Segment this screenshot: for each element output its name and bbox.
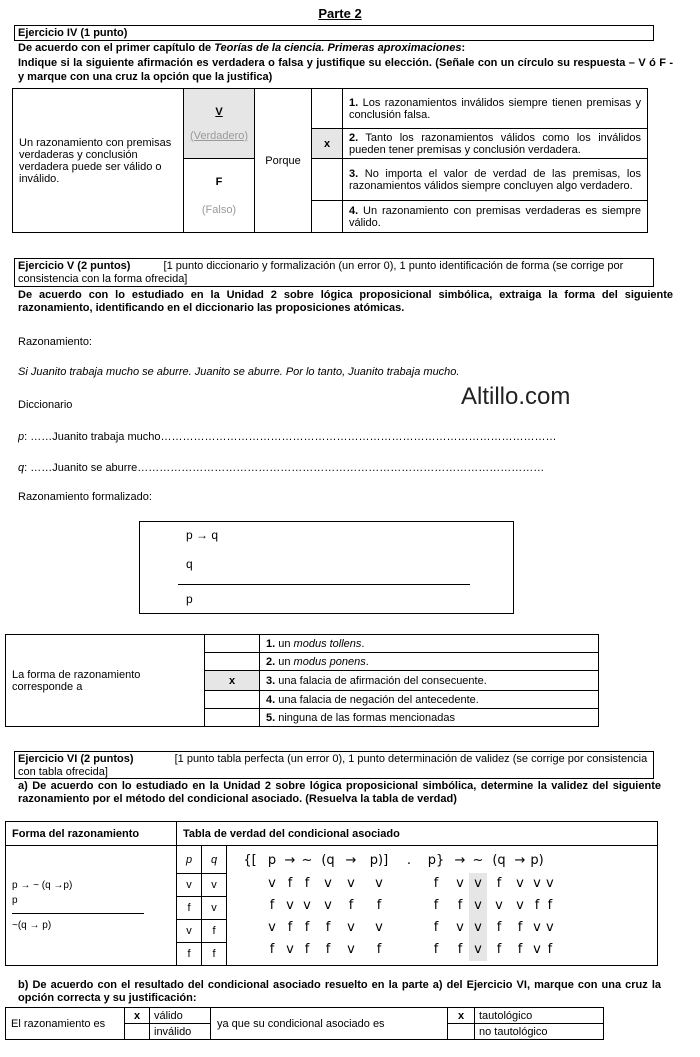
forma-mark-4[interactable] <box>205 691 260 709</box>
truth-cell <box>237 917 263 939</box>
watermark: Altillo.com <box>461 383 571 410</box>
no-tautologico-mark[interactable] <box>448 1024 475 1040</box>
formula-token: p} <box>427 853 445 868</box>
truth-cell: v <box>469 917 487 939</box>
formula-token: → <box>345 853 357 868</box>
truth-row-2 <box>237 895 555 917</box>
dict-entry-q: q: ……Juanito se aburre………………………………………………………………………………………………… <box>18 462 545 474</box>
ex4-option-2: 2. Tanto los razonamientos válidos como los inválidos pueden tener premisas y conclusión verdadera. <box>343 129 648 159</box>
truth-cell: v <box>469 873 487 895</box>
valido-mark[interactable]: x <box>125 1008 150 1024</box>
formula-token: (q <box>492 853 506 868</box>
formula-token: p) <box>530 853 544 868</box>
valido-option: válido <box>150 1008 211 1024</box>
truth-cell: f <box>325 920 331 935</box>
truth-row-4 <box>237 939 555 961</box>
truth-cell: f <box>457 898 463 913</box>
truth-cell <box>397 895 421 917</box>
ex4-mark-1[interactable] <box>312 89 343 129</box>
truth-cell: f <box>433 898 439 913</box>
truth-cell: v <box>303 898 311 913</box>
ex4-option-3: 3. No importa el valor de verdad de las premisas, los razonamientos válidos siempre concluyen algo verdadero. <box>343 159 648 201</box>
ex4-porque: Porque <box>255 89 312 233</box>
page-title: Parte 2 <box>318 6 362 21</box>
row2-q: v <box>202 897 227 920</box>
truth-cell: v <box>347 942 355 957</box>
ex4-table <box>12 88 648 233</box>
razonamiento-label: Razonamiento: <box>18 336 92 348</box>
formula-token: . <box>406 853 412 868</box>
f-word: (Falso) <box>201 203 237 216</box>
truth-cell: v <box>347 920 355 935</box>
v-word: (Verdadero) <box>189 129 249 142</box>
forma-mark-1[interactable] <box>205 635 260 653</box>
no-tautologico-option: no tautológico <box>475 1024 604 1040</box>
ex6-instruction-a: a) De acuerdo con lo estudiado en la Unidad 2 sobre lógica proposicional simbólica, determine la validez del siguiente razonamiento por el método del condicional asociado. (Resuelva la tabla de verdad) <box>18 780 661 805</box>
reasoning-form <box>6 846 177 966</box>
truth-cell: f <box>376 898 382 913</box>
validity-table <box>5 1007 604 1040</box>
ex4-title: Ejercicio IV (1 punto) <box>14 25 654 41</box>
truth-cell: f <box>269 942 275 957</box>
truth-cell <box>397 939 421 961</box>
truth-cell: v <box>324 898 332 913</box>
dict-entry-p: p: ……Juanito trabaja mucho……………………………………………………………………………………………… <box>18 431 557 443</box>
v-letter: V <box>215 105 223 118</box>
tautologico-option: tautológico <box>475 1008 604 1024</box>
ex6-instruction-b: b) De acuerdo con el resultado del condicional asociado resuelto en la parte a) del Ejercicio VI, marque con una cruz la opción correcta y su justificación: <box>18 979 661 1004</box>
truth-cell: f <box>304 942 310 957</box>
truth-cell <box>237 873 263 895</box>
truth-cell: v <box>286 898 294 913</box>
forma-label: La forma de razonamiento corresponde a <box>6 635 205 727</box>
premise-2: q <box>186 557 193 571</box>
truth-cell: v <box>546 920 554 935</box>
formula-token: (q <box>321 853 335 868</box>
truth-cell: v <box>456 920 464 935</box>
ex5-criteria: [1 punto diccionario y formalización (un error 0), 1 punto identificación de forma (se corrige por consistencia con la forma ofrecida] <box>18 260 624 285</box>
formula-token: p)] <box>369 853 389 868</box>
truth-grid-table <box>237 849 555 961</box>
formula-token: {[ <box>243 853 257 868</box>
truth-cell: v <box>546 876 554 891</box>
truth-cell: f <box>304 920 310 935</box>
truth-cell: f <box>269 898 275 913</box>
ex4-statement: Un razonamiento con premisas verdaderas y conclusión verdadera puede ser válido o inválido. <box>13 89 184 233</box>
conclusion: p <box>186 592 193 606</box>
truth-cell: f <box>547 898 553 913</box>
truth-cell: v <box>456 876 464 891</box>
truth-cell: v <box>268 876 276 891</box>
row2-p: f <box>177 897 202 920</box>
forma-option-3: 3. una falacia de afirmación del consecuente. <box>260 671 599 691</box>
truth-cell <box>237 939 263 961</box>
truth-grid <box>227 846 658 966</box>
ex5-title-box <box>14 258 654 287</box>
truth-cell: v <box>495 898 503 913</box>
ex4-option-f[interactable] <box>184 159 255 233</box>
row4-p: f <box>177 943 202 966</box>
row3-p: v <box>177 920 202 943</box>
truth-cell: v <box>375 876 383 891</box>
truth-row-1 <box>237 873 555 895</box>
formula-token: → <box>454 853 466 868</box>
truth-cell: f <box>534 898 540 913</box>
formalizado-label: Razonamiento formalizado: <box>18 491 152 503</box>
truth-cell: v <box>469 895 487 917</box>
conclusion-line <box>178 584 470 585</box>
truth-cell: f <box>287 920 293 935</box>
truth-cell: f <box>433 876 439 891</box>
truth-cell: f <box>496 920 502 935</box>
col-forma-header: Forma del razonamiento <box>6 822 177 846</box>
forma-option-4: 4. una falacia de negación del antecedente. <box>260 691 599 709</box>
truth-cell: v <box>516 898 524 913</box>
formalized-box <box>139 521 514 614</box>
ex4-instruction-1: De acuerdo con el primer capítulo de Teorías de la ciencia. Primeras aproximaciones: <box>18 42 466 54</box>
truth-cell: f <box>496 876 502 891</box>
ex4-mark-4[interactable] <box>312 201 343 233</box>
truth-cell: f <box>376 942 382 957</box>
truth-cell: v <box>324 876 332 891</box>
forma-mark-3[interactable]: x <box>205 671 260 691</box>
ex6-title-box <box>14 751 654 779</box>
form-line <box>12 913 144 914</box>
truth-cell: f <box>325 942 331 957</box>
truth-cell: v <box>533 920 541 935</box>
ex4-option-1: 1. Los razonamientos inválidos siempre tienen premisas y conclusión falsa. <box>343 89 648 129</box>
truth-table <box>5 821 658 966</box>
ex5-title: Ejercicio V (2 puntos) <box>18 260 131 272</box>
ex4-instruction-2: Indique si la siguiente afirmación es verdadera o falsa y justifique su elección. (Señale con un círculo su respuesta – V ó F - y marque con una cruz la opción que la justifica) <box>18 57 673 83</box>
form-conclusion: ~(q → p) <box>12 920 52 931</box>
truth-cell: f <box>496 942 502 957</box>
truth-cell: v <box>375 920 383 935</box>
truth-cell: f <box>517 942 523 957</box>
truth-cell: v <box>469 939 487 961</box>
truth-cell: v <box>268 920 276 935</box>
forma-mark-5[interactable] <box>205 709 260 727</box>
truth-cell: f <box>304 876 310 891</box>
truth-cell <box>237 895 263 917</box>
truth-cell: v <box>533 942 541 957</box>
f-letter: F <box>215 175 223 188</box>
formula-row <box>237 849 555 873</box>
truth-cell: v <box>286 942 294 957</box>
invalido-mark[interactable] <box>125 1024 150 1040</box>
row1-p: v <box>177 874 202 897</box>
form-premise-2: p <box>12 895 18 906</box>
row4-q: f <box>202 943 227 966</box>
razonamiento-text: Si Juanito trabaja mucho se aburre. Juanito se aburre. Por lo tanto, Juanito trabaja mucho. <box>18 366 460 378</box>
truth-cell: v <box>516 876 524 891</box>
form-premise-1: p → ~ (q →p) <box>12 880 73 891</box>
head-p: p <box>177 846 202 874</box>
ex6-criteria: [1 punto tabla perfecta (un error 0), 1 punto determinación de validez (se corrige por consistencia con tabla ofrecida] <box>18 753 648 778</box>
forma-option-2: 2. un modus ponens. <box>260 653 599 671</box>
truth-cell: v <box>347 876 355 891</box>
ex4-mark-2[interactable]: x <box>312 129 343 159</box>
ya-que-label: ya que su condicional asociado es <box>211 1008 448 1040</box>
col-tabla-header: Tabla de verdad del condicional asociado <box>177 822 658 846</box>
forma-option-5: 5. ninguna de las formas mencionadas <box>260 709 599 727</box>
diccionario-label: Diccionario <box>18 399 73 411</box>
forma-table <box>5 634 599 727</box>
formula-token: → <box>284 853 296 868</box>
row1-q: v <box>202 874 227 897</box>
head-q: q <box>202 846 227 874</box>
forma-mark-2[interactable] <box>205 653 260 671</box>
invalido-option: inválido <box>150 1024 211 1040</box>
ex4-option-v[interactable] <box>184 89 255 159</box>
formula-token: ~ <box>472 853 484 868</box>
tautologico-mark[interactable]: x <box>448 1008 475 1024</box>
truth-cell <box>397 873 421 895</box>
truth-cell: f <box>433 920 439 935</box>
truth-cell: v <box>533 876 541 891</box>
row3-q: f <box>202 920 227 943</box>
truth-cell: f <box>457 942 463 957</box>
formula-token: → <box>514 853 526 868</box>
truth-cell: f <box>433 942 439 957</box>
ex6-title: Ejercicio VI (2 puntos) <box>18 753 134 765</box>
el-razonamiento-label: El razonamiento es <box>6 1008 125 1040</box>
forma-option-1: 1. un modus tollens. <box>260 635 599 653</box>
truth-cell: f <box>348 898 354 913</box>
ex4-mark-3[interactable] <box>312 159 343 201</box>
truth-cell <box>397 917 421 939</box>
truth-cell: f <box>547 942 553 957</box>
ex5-instruction: De acuerdo con lo estudiado en la Unidad 2 sobre lógica proposicional simbólica, extraiga la forma del siguiente razonamiento, identificando en el diccionario las proposiciones atómicas. <box>18 289 673 314</box>
formula-token: ~ <box>301 853 313 868</box>
truth-cell: f <box>287 876 293 891</box>
formula-token: p <box>267 853 277 868</box>
truth-cell: f <box>517 920 523 935</box>
ex4-option-4: 4. Un razonamiento con premisas verdaderas es siempre válido. <box>343 201 648 233</box>
premise-1: p → q <box>186 528 219 542</box>
truth-row-3 <box>237 917 555 939</box>
